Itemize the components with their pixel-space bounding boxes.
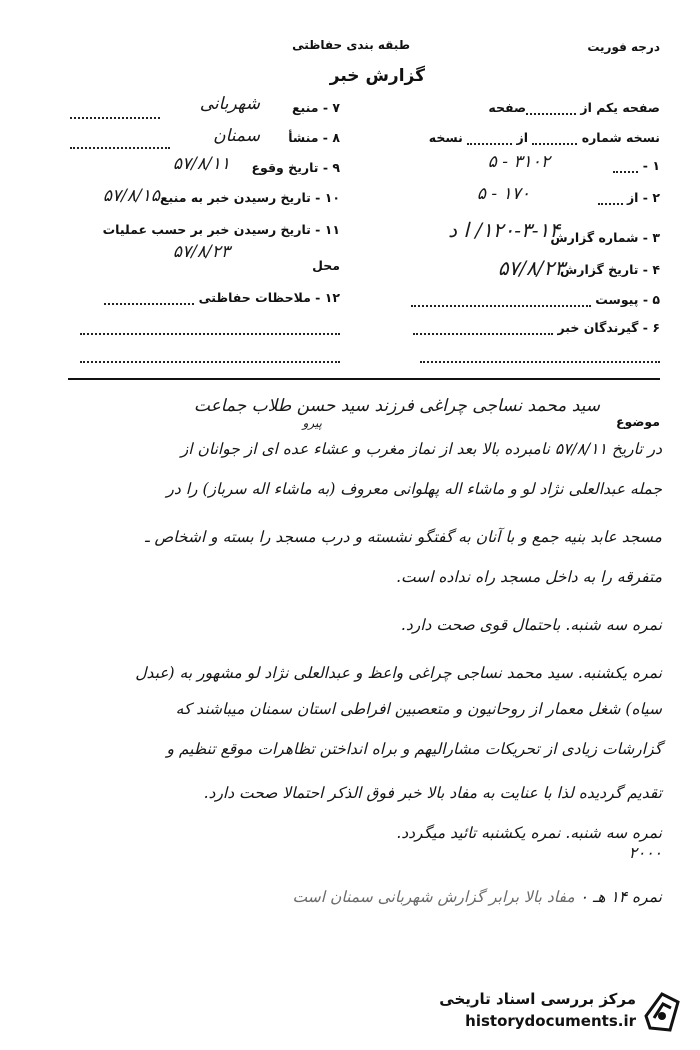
field-occurrence-date: ۹ - تاریخ وقوع <box>251 160 340 175</box>
field-source: ۷ - منبع <box>291 100 340 115</box>
subject-value: سید محمد نساجی چراغی فرزند سید حسن طلاب جماعت <box>193 396 600 416</box>
priority-label: درجه فوریت <box>587 40 660 54</box>
body-line: ۲۰۰۰ <box>628 844 662 862</box>
field-page: صفحه یکم از صفحه <box>488 100 660 115</box>
header-divider <box>68 378 660 380</box>
body-line: نمره سه شنبه. نمره یکشنبه تائید میگردد. <box>396 824 662 842</box>
field-1: ۱ - <box>613 158 660 173</box>
field-attachment: ۵ - پیوست <box>411 292 660 307</box>
field-1-value: ۳۱۰۲ - ۵ <box>487 152 550 172</box>
field-copy-number: نسخه شماره از نسخه <box>428 130 660 145</box>
body-line: مسجد عابد بنیه جمع و با آنان به گفتگو نشسته و درب مسجد را بسته و اشخاص ـ <box>145 528 662 546</box>
archive-name: مرکز بررسی اسناد تاریخی <box>439 990 636 1008</box>
receipt-date-value: ۵۷/۸/۱۵ <box>102 186 160 206</box>
operations-receipt-date-value: ۵۷/۸/۲۳ <box>172 242 230 262</box>
field-origin: ۸ - منشأ <box>288 130 340 145</box>
subject-note: پیرو <box>302 416 322 430</box>
body-line <box>30 888 662 906</box>
form-title: گزارش خبر <box>329 66 425 86</box>
source-value: شهربانی <box>199 94 260 114</box>
field-receipt-date: ۱۰ - تاریخ رسیدن خبر به منبع <box>160 190 340 205</box>
field-security-notes: ۱۲ - ملاحظات حفاظتی <box>104 290 340 305</box>
field-report-number: ۳ - شماره گزارش <box>550 230 660 245</box>
field-report-date: ۴ - تاریخ گزارش <box>560 262 660 277</box>
body-line: متفرقه را به داخل مسجد راه نداده است. <box>396 568 662 586</box>
archive-emblem-icon <box>640 990 684 1034</box>
report-date-value: ۵۷/۸/۲۳ <box>497 256 565 280</box>
body-line-faint: مفاد بالا برابر گزارش شهربانی سمنان است <box>292 888 575 906</box>
field-location: محل <box>312 258 340 273</box>
body-line-lead: نمره ۱۴ هـ ۰ <box>579 888 662 906</box>
source-dots <box>70 104 160 119</box>
body-line: جمله عبدالعلی نژاد لو و ماشاء اله پهلوانی معروف (به ماشاء اله سرباز) را در <box>166 480 662 498</box>
subject-label: موضوع <box>615 414 660 429</box>
security-notes-line3 <box>80 348 340 363</box>
body-line: سیاه) شغل معمار از روحانیون و متعصبین افراطی استان سمنان میباشند که <box>175 700 662 718</box>
body-line: نمره سه شنبه. باحتمال قوی صحت دارد. <box>400 616 662 634</box>
field-2: ۲ - از <box>598 190 660 205</box>
security-notes-line2 <box>80 320 340 335</box>
field-recipients-line2 <box>420 348 660 363</box>
report-number-value: ۱۲۰-۳-۱۴/ ا د <box>448 218 560 242</box>
body-line: گزارشات زیادی از تحریکات مشارالیهم و براه انداختن تظاهرات موقع تنظیم و <box>166 740 662 758</box>
origin-dots <box>70 134 170 149</box>
archive-logo <box>418 988 688 1038</box>
field-2-value: ۱۷۰ - ۵ <box>476 184 530 204</box>
archive-url: historydocuments.ir <box>465 1012 636 1030</box>
occurrence-date-value: ۵۷/۸/۱۱ <box>172 154 230 174</box>
classification-label: طبقه بندی حفاظتی <box>292 38 410 52</box>
body-line: نمره یکشنبه. سید محمد نساجی چراغی واعظ و عبدالعلی نژاد لو مشهور به (عبدل <box>135 664 662 682</box>
body-line: در تاریخ ۵۷/۸/۱۱ نامبرده بالا بعد از نماز مغرب و عشاء عده ای از جوانان از <box>180 440 662 458</box>
origin-value: سمنان <box>213 126 260 146</box>
field-recipients: ۶ - گیرندگان خبر <box>413 320 660 335</box>
field-operations-receipt-date: ۱۱ - تاریخ رسیدن خبر بر حسب عملیات <box>102 222 340 237</box>
body-line: تقدیم گردیده لذا با عنایت به مفاد بالا خبر فوق الذکر احتمالا صحت دارد. <box>203 784 662 802</box>
